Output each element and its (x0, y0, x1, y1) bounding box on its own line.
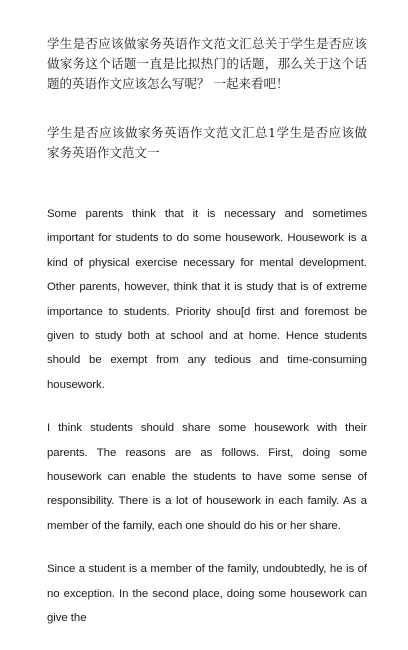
body-paragraph-2: I think students should share some housework with their parents. The reasons are as follows. First, doing some housework can enable the students to have some sense of responsibility. There is a lot of housework in each family. As a member of the family, each one should do his or her share. (47, 422, 367, 532)
intro-paragraph: 学生是否应该做家务英语作文范文汇总关于学生是否应该做家务这个话题一直是比拟热门的话题，那么关于这个话题的英语作文应该怎么写呢？ 一起来看吧！ (47, 36, 367, 91)
body-paragraph-1: Some parents think that it is necessary and sometimes important for students to do some housework. Housework is a kind of physical exercise necessary for mental development. Other parents, however, think that it is study that is of extreme importance to students. Priority shou[d first and foremost be given to study both at school and at home. Hence students should be exempt from any tedious and time-consuming housework. (47, 208, 367, 391)
essay-heading: 学生是否应该做家务英语作文范文汇总1学生是否应该做家务英语作文范文一 (47, 125, 367, 160)
document-page (47, 34, 367, 650)
body-paragraph-3: Since a student is a member of the family, undoubtedly, he is of no exception. In the second place, doing some housework can give the (47, 563, 367, 625)
